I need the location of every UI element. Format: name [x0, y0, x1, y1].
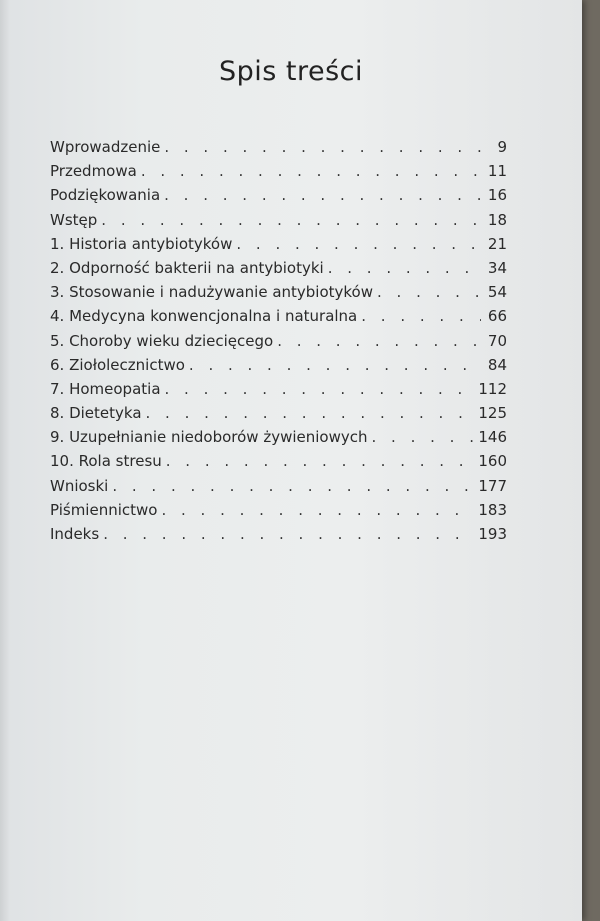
toc-leader-dots [236, 235, 481, 253]
toc-entry [50, 356, 507, 380]
toc-entry-label: 2. Odporność bakterii na antybiotyki [50, 258, 324, 277]
toc-leader-dots [165, 380, 475, 398]
toc-entry-page: 66 [487, 307, 507, 326]
toc-entry-page: 183 [478, 500, 507, 519]
toc-entry-page: 18 [487, 210, 507, 229]
toc-entry-label: Wnioski [50, 476, 109, 495]
toc-entry-page: 16 [487, 186, 507, 205]
toc-leader-dots [112, 477, 474, 495]
toc-entry-page: 146 [478, 428, 507, 447]
toc-leader-dots [164, 186, 481, 204]
toc-entry-page: 84 [487, 355, 507, 374]
toc-entry-page: 125 [478, 404, 507, 423]
toc-entry [50, 477, 507, 501]
toc-leader-dots [372, 428, 475, 446]
toc-entry-label: Wstęp [50, 210, 98, 229]
toc-entry [50, 259, 507, 283]
toc-entry [50, 186, 507, 210]
toc-entry-page: 70 [487, 331, 507, 350]
toc-entry [50, 404, 507, 428]
toc-leader-dots [328, 259, 481, 277]
toc-leader-dots [166, 452, 475, 470]
toc-entry [50, 332, 507, 356]
page-title: Spis treści [218, 56, 364, 87]
toc-entry-label: 3. Stosowanie i nadużywanie antybiotyków [50, 283, 374, 302]
toc-entry [50, 235, 507, 259]
toc-leader-dots [277, 332, 481, 350]
toc-entry-page: 54 [487, 283, 507, 302]
toc-entry-page: 34 [487, 258, 507, 277]
toc-entry-label: 1. Historia antybiotyków [50, 234, 233, 253]
toc-entry-label: 4. Medycyna konwencjonalna i naturalna [50, 307, 358, 326]
toc-leader-dots [164, 138, 481, 156]
toc-leader-dots [189, 356, 481, 374]
toc-entry-label: Indeks [50, 525, 100, 543]
toc-entry-label: 6. Ziołolecznictwo [50, 355, 185, 374]
toc-entry [50, 307, 507, 331]
toc-leader-dots [146, 404, 475, 422]
toc-leader-dots [103, 525, 474, 543]
toc-entry [50, 380, 507, 404]
toc-entry-label: Podziękowania [50, 186, 161, 205]
toc-entry-label: 8. Dietetyka [50, 404, 142, 423]
toc-entry-label: 5. Choroby wieku dziecięcego [50, 331, 274, 350]
toc-entry-label: Przedmowa [50, 162, 137, 181]
table-of-contents [50, 138, 507, 549]
toc-entry [50, 162, 507, 186]
toc-entry-label: Wprowadzenie [50, 138, 161, 156]
toc-entry-page: 177 [478, 476, 507, 495]
toc-entry-label: Piśmiennictwo [50, 500, 158, 519]
toc-entry [50, 138, 507, 162]
toc-entry-label: 10. Rola stresu [50, 452, 162, 471]
toc-entry [50, 283, 507, 307]
toc-entry [50, 525, 507, 549]
toc-entry-page: 112 [478, 379, 507, 398]
toc-leader-dots [361, 307, 481, 325]
toc-leader-dots [161, 501, 474, 519]
toc-entry-label: 7. Homeopatia [50, 379, 161, 398]
toc-leader-dots [141, 162, 481, 180]
toc-entry [50, 452, 507, 476]
page-gutter-shadow [0, 0, 10, 921]
toc-leader-dots [377, 283, 481, 301]
toc-entry-page: 9 [497, 138, 507, 156]
toc-entry [50, 501, 507, 525]
toc-entry [50, 211, 507, 235]
toc-leader-dots [101, 211, 481, 229]
toc-entry [50, 428, 507, 452]
toc-entry-page: 160 [478, 452, 507, 471]
toc-entry-page: 21 [487, 234, 507, 253]
toc-entry-page: 193 [478, 525, 507, 543]
toc-entry-page: 11 [487, 162, 507, 181]
toc-entry-label: 9. Uzupełnianie niedoborów żywieniowych [50, 428, 368, 447]
